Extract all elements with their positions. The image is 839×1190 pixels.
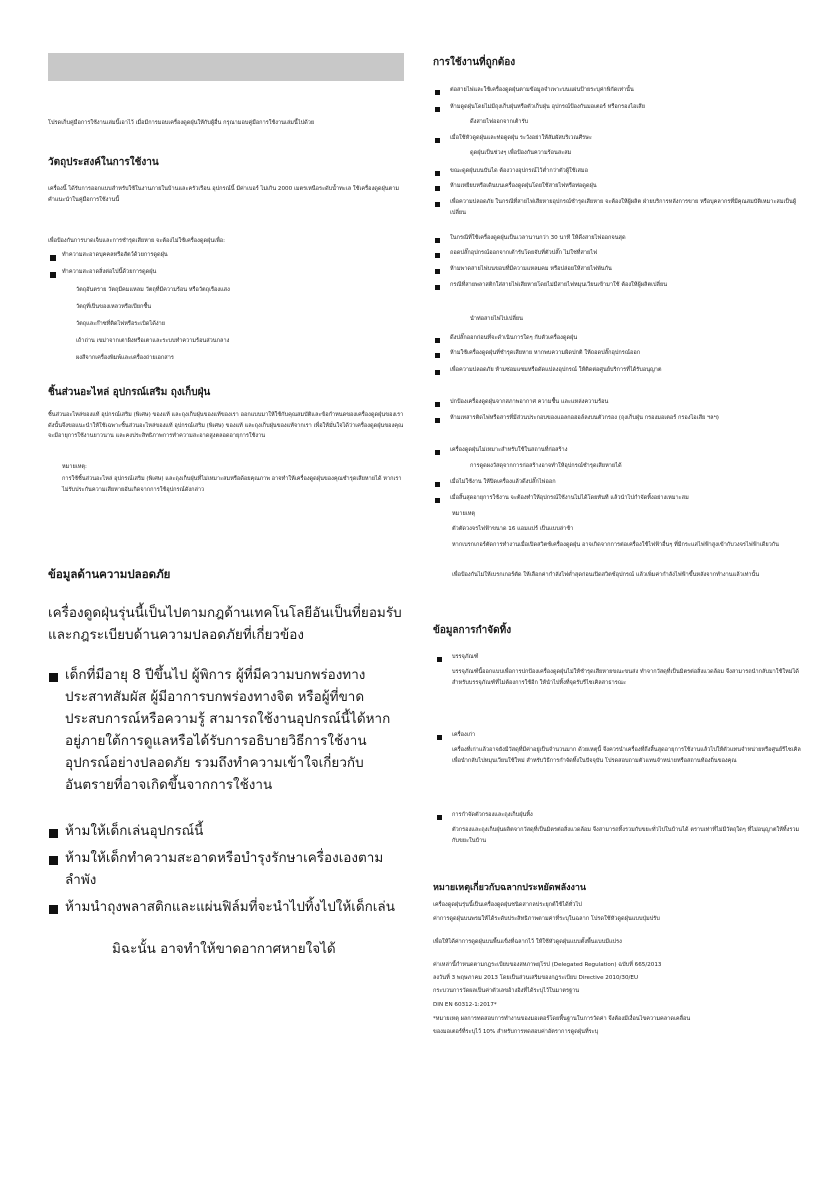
energy-line: เพื่อให้ได้ค่าการดูดฝุ่นบนพื้นแข็งที่ฉลากไว้ ให้ใช้หัวดูดฝุ่นแบบตั้งพื้นแบบมีแปรง bbox=[433, 939, 622, 945]
use-item: ขณะดูดฝุ่นบนบันได ต้องวางอุปกรณ์ไว้ต่ำกว่าตัวผู้ใช้เสมอ bbox=[450, 168, 588, 174]
use-note-line: หากเบรกเกอร์ตัดการทำงานเมื่อเปิดสวิตช์เครื่องดูดฝุ่น อาจเกิดจากการต่อเครื่องใช้ไฟฟ้าอื่นๆ ที่มีกระแสไฟฟ้าสูงเข้ากับวงจรไฟฟ้าเดียวกัน bbox=[452, 542, 779, 548]
header-bar bbox=[48, 53, 404, 81]
use-note-label: หมายเหตุ bbox=[452, 511, 476, 517]
bullet bbox=[50, 272, 56, 278]
purpose-heading: วัตถุประสงค์ในการใช้งาน bbox=[48, 157, 159, 168]
bullet bbox=[49, 856, 58, 865]
use-item: ห้ามเทสารติดไฟหรือสารที่มีส่วนประกอบของแอลกอฮอล์ลงบนตัวกรอง (ถุงเก็บฝุ่น กรองมอเตอร์ กรองไอเสีย ฯลฯ) bbox=[450, 415, 719, 421]
use-note-line: ตัวตัดวงจรไฟฟ้าขนาด 16 แอมแปร์ เป็นแบบล่าช้า bbox=[452, 526, 574, 532]
bullet bbox=[49, 673, 58, 682]
disposal-heading: ข้อมูลการกำจัดทิ้ง bbox=[433, 625, 512, 636]
use-sub: ดูดฝุ่นเป็นช่วงๆ เพื่อป้องกันความร้อนสะสม bbox=[470, 150, 572, 156]
disposal-text: ตัวกรองและถุงเก็บฝุ่นผลิตจากวัสดุที่เป็นมิตรต่อสิ่งแวดล้อม จึงสามารถทิ้งรวมกับขยะทั่วไปในบ้านได้ ตราบเท่าที่ไม่มีวัตถุใดๆ ที่ไม่อนุญาตให้ทิ้งรวมกับขยะในบ้าน bbox=[452, 827, 800, 844]
bullet bbox=[435, 269, 440, 274]
bullet bbox=[49, 905, 58, 914]
use-item: เมื่อใช้หัวดูดฝุ่นและท่อดูดฝุ่น ระวังอย่าให้สัมผัสบริเวณศีรษะ bbox=[450, 135, 592, 141]
bullet bbox=[50, 255, 56, 261]
intro-text: โปรดเก็บคู่มือการใช้งานเล่มนี้เอาไว้ เมื่อมีการมอบเครื่องดูดฝุ่นให้กับผู้อื่น กรุณามอบคู่มือการใช้งานเล่มนี้ไปด้วย bbox=[48, 120, 315, 126]
bullet bbox=[437, 815, 442, 820]
bullet bbox=[435, 186, 440, 191]
safety-item: ห้ามให้เด็กเล่นอุปกรณ์นี้ bbox=[65, 823, 204, 839]
energy-line: เครื่องดูดฝุ่นรุ่นนี้เป็นเครื่องดูดฝุ่นชนิดสากลประยุกต์ใช้ได้ทั่วไป bbox=[433, 902, 582, 908]
avoid-sub: ผงสีจากเครื่องพิมพ์และเครื่องถ่ายเอกสาร bbox=[76, 355, 174, 361]
bullet bbox=[435, 202, 440, 207]
avoid-intro: เพื่อป้องกันการบาดเจ็บและการชำรุดเสียหาย จะต้องไม่ใช้เครื่องดูดฝุ่นเพื่อ: bbox=[48, 238, 226, 244]
bullet bbox=[435, 138, 440, 143]
avoid-sub: วัตถุอันตราย วัตถุมีคมแหลม วัตถุที่มีความร้อน หรือวัตถุเรืองแสง bbox=[76, 287, 230, 293]
use-item: เพื่อความปลอดภัย ห้ามซ่อมแซมหรือดัดแปลงอุปกรณ์ ให้ติดต่อศูนย์บริการที่ได้รับอนุญาต bbox=[450, 367, 662, 373]
use-sub: การดูดผงวัสดุจากการก่อสร้างอาจทำให้อุปกรณ์ชำรุดเสียหายได้ bbox=[470, 463, 622, 469]
energy-line: ค่าการดูดฝุ่นบนพรมให้ได้ระดับประสิทธิภาพตามค่าที่ระบุในฉลาก โปรดใช้หัวดูดฝุ่นแบบปุ่มปรับ bbox=[433, 916, 660, 922]
use-item: ห้ามใช้เครื่องดูดฝุ่นที่ชำรุดเสียหาย หากพบความผิดปกติ ให้ถอดปลั๊กอุปกรณ์ออก bbox=[450, 350, 641, 356]
use-item: เพื่อความปลอดภัย ในกรณีที่สายไฟเสียหายอุปกรณ์ชำรุดเสียหาย จะต้องให้ผู้ผลิต ฝ่ายบริการหลังการขาย หรือบุคลากรที่มีคุณสมบัติเหมาะสมเป็นผู้เปลี่ยน bbox=[450, 199, 797, 216]
safety-item: ห้ามให้เด็กทำความสะอาดหรือบำรุงรักษาเครื่องเองตามลำพัง bbox=[65, 850, 384, 888]
parts-note-text: การใช้ชิ้นส่วนอะไหล่ อุปกรณ์เสริม (พิเศษ) และถุงเก็บฝุ่นที่ไม่เหมาะสมหรือด้อยคุณภาพ อาจทำให้เครื่องดูดฝุ่นของคุณชำรุดเสียหายได้ หากเราไม่รับประกันความเสียหายอันเกิดจากการใช้อุปกรณ์ดังกล่าว bbox=[62, 476, 402, 493]
bullet bbox=[435, 107, 440, 112]
bullet bbox=[435, 370, 440, 375]
avoid-sub: วัตถุที่เป็นของเหลวหรือเปียกชื้น bbox=[76, 304, 152, 310]
use-sub: นำท่อสายไฟไปเปลี่ยน bbox=[470, 316, 523, 322]
disposal-title: เครื่องเก่า bbox=[452, 732, 476, 738]
bullet bbox=[435, 285, 440, 290]
energy-line: ของมอเตอร์ที่ระบุไว้ 10% สำหรับการทดสอบค่าอัตราการดูดฝุ่นที่ระบุ bbox=[433, 1029, 599, 1035]
avoid-sub: วัตถุและก๊าซที่ติดไฟหรือระเบิดได้ง่าย bbox=[76, 321, 166, 327]
bullet bbox=[435, 338, 440, 343]
bullet bbox=[435, 498, 440, 503]
avoid-item: ทำความสะอาดบุคคลหรือสัตว์ด้วยการดูดฝุ่น bbox=[62, 252, 168, 258]
disposal-title: การกำจัดตัวกรองและถุงเก็บฝุ่นทิ้ง bbox=[452, 812, 533, 818]
parts-heading: ชิ้นส่วนอะไหล่ อุปกรณ์เสริม ถุงเก็บฝุ่น bbox=[48, 387, 211, 398]
safety-item: เด็กที่มีอายุ 8 ปีขึ้นไป ผู้พิการ ผู้ที่มีความบกพร่องทางประสาทสัมผัส ผู้มีอาการบกพร่องทางจิต หรือผู้ที่ขาดประสบการณ์หรือความรู้ สามารถใช้งานอุปกรณ์นี้ได้หากอยู่ภายใต้การดูแลหรือได้รับการอธิบายวิธีการใช้งานอุปกรณ์อย่างปลอดภัย รวมถึงทำความเข้าใจเกี่ยวกับอันตรายที่อาจเกิดขึ้นจากการใช้งาน bbox=[65, 667, 391, 793]
bullet bbox=[49, 829, 58, 838]
use-item: ดึงปลั๊กออกก่อนที่จะดำเนินการใดๆ กับตัวเครื่องดูดฝุ่น bbox=[450, 335, 578, 341]
use-item: ห้ามพาดสายไฟบนขอบที่มีความแหลมคม หรือปล่อยให้สายไฟพันกัน bbox=[450, 266, 612, 272]
parts-text: ชิ้นส่วนอะไหล่ของแท้ อุปกรณ์เสริม (พิเศษ) ของแท้ และถุงเก็บฝุ่นของแท้ของเรา ออกแบบมาให้ใช้กับคุณสมบัติและข้อกำหนดของเครื่องดูดฝุ่นของเรา ดังนั้นจึงขอแนะนำให้ใช้เฉพาะชิ้นส่วนอะไหล่ของแท้ อุปกรณ์เสริม (พิเศษ) ของแท้ และถุงเก็บฝุ่นของแท้จากเรา เพื่อให้มั่นใจได้ว่าเครื่องดูดฝุ่นของคุณจะมีอายุการใช้งานยาวนาน และคงประสิทธิภาพการทำความสะอาดสูงตลอดอายุการใช้งาน bbox=[48, 412, 404, 439]
use-sub: ดึงสายไฟออกจากเต้ารับ bbox=[470, 119, 529, 125]
avoid-item: ทำความสะอาดสิ่งต่อไปนี้ด้วยการดูดฝุ่น bbox=[62, 269, 157, 275]
energy-heading: หมายเหตุเกี่ยวกับฉลากประหยัดพลังงาน bbox=[433, 883, 587, 893]
energy-line: ค่าเหล่านี้กำหนดตามกฎระเบียบของสหภาพยุโรป (Delegated Regulation) ฉบับที่ 665/2013 bbox=[433, 962, 662, 968]
use-item: ห้ามเหยียบหรือเดินบนเครื่องดูดฝุ่นโดยใช้สายไฟหรือท่อดูดฝุ่น bbox=[450, 183, 597, 189]
bullet bbox=[435, 482, 440, 487]
safety-intro: เครื่องดูดฝุ่นรุ่นนี้เป็นไปตามกฎด้านเทคโนโลยีอันเป็นที่ยอมรับและกฎระเบียบด้านความปลอดภัยที่เกี่ยวข้อง bbox=[48, 605, 402, 643]
use-item: ในกรณีที่ใช้เครื่องดูดฝุ่นเป็นเวลานานกว่า 30 นาที ให้ดึงสายไฟออกจนสุด bbox=[450, 235, 626, 241]
energy-line: กระบวนการวัดผลเป็นค่าตัวเลขอ้างอิงที่ได้ระบุไว้ในมาตรฐาน bbox=[433, 988, 580, 994]
disposal-text: เครื่องที่เก่าแล้วอาจยังมีวัสดุที่มีค่าอยู่เป็นจำนวนมาก ด้วยเหตุนี้ จึงควรนำเครื่องที่ถึงสิ้นสุดอายุการใช้งานแล้วไปให้ตัวแทนจำหน่ายหรือศูนย์รีไซเคิล เพื่อนำกลับไปหมุนเวียนใช้ใหม่ สำหรับวิธีการกำจัดทิ้งในปัจจุบัน โปรดสอบถามตัวแทนจำหน่ายหรือสถานท้องถิ่นของคุณ bbox=[452, 747, 801, 764]
bullet bbox=[435, 253, 440, 258]
use-item: ห้ามดูดฝุ่นโดยไม่มีถุงเก็บฝุ่นหรือตัวเก็บฝุ่น อุปกรณ์ป้องกันมอเตอร์ หรือกรองไอเสีย bbox=[450, 104, 645, 110]
energy-line: ลงวันที่ 3 พฤษภาคม 2013 โดยเป็นส่วนเสริมของกฎระเบียบ Directive 2010/30/EU bbox=[433, 975, 639, 981]
parts-note-label: หมายเหตุ: bbox=[62, 464, 87, 470]
safety-tail: มิฉะนั้น อาจทำให้ขาดอากาศหายใจได้ bbox=[112, 941, 336, 957]
bullet bbox=[435, 238, 440, 243]
disposal-text: บรรจุภัณฑ์นี้ออกแบบเพื่อการปกป้องเครื่องดูดฝุ่นไม่ให้ชำรุดเสียหายขณะขนส่ง ทำจากวัสดุที่เป็นมิตรต่อสิ่งแวดล้อม จึงสามารถนำกลับมาใช้ใหม่ได้ สำหรับบรรจุภัณฑ์ที่ไม่ต้องการใช้อีก ให้นำไปทิ้งที่จุดรับรีไซเคิลสาธารณะ bbox=[452, 669, 799, 686]
use-item: เครื่องดูดฝุ่นไม่เหมาะสำหรับใช้ในสถานที่ก่อสร้าง bbox=[450, 447, 568, 453]
use-item: ต่อสายไฟและใช้เครื่องดูดฝุ่นตามข้อมูลจำเพาะบนแผ่นป้ายระบุค่าพิกัดเท่านั้น bbox=[450, 87, 634, 93]
bullet bbox=[435, 450, 440, 455]
bullet bbox=[435, 353, 440, 358]
bullet bbox=[437, 657, 442, 662]
energy-line: DIN EN 60312-1:2017* bbox=[433, 1002, 497, 1008]
use-item: เมื่อไม่ใช้งาน ให้ปิดเครื่องแล้วดึงปลั๊กไฟออก bbox=[450, 479, 556, 485]
safety-heading: ข้อมูลด้านความปลอดภัย bbox=[48, 567, 171, 581]
bullet bbox=[435, 171, 440, 176]
use-item: ถอดปลั๊กอุปกรณ์ออกจากเต้ารับโดยจับที่ตัวปลั๊ก ไม่ใช่ที่สายไฟ bbox=[450, 250, 598, 256]
avoid-sub: เถ้าถ่าน เขม่าจากเตาผิงหรือเตาและระบบทำความร้อนส่วนกลาง bbox=[76, 338, 230, 344]
use-item: กรณีที่สายพลาสติกใส่สายไฟเสียหายโดยไม่มีสายไฟหมุนเวียนเข้ามาใช้ ต้องให้ผู้ผลิตเปลี่ยน bbox=[450, 282, 668, 288]
use-item: ปกป้องเครื่องดูดฝุ่นจากสภาพอากาศ ความชื้น และแหล่งความร้อน bbox=[450, 399, 609, 405]
use-heading: การใช้งานที่ถูกต้อง bbox=[433, 57, 516, 68]
energy-line: *หมายเหตุ ผลการทดสอบการทำงานของมอเตอร์โดยพื้นฐานในการวัดค่า จึงต้องมีเงื่อนไขความคลาดเคลื่อน bbox=[433, 1016, 691, 1022]
use-item: เมื่อสิ้นสุดอายุการใช้งาน จะต้องทำให้อุปกรณ์ใช้งานไม่ได้โดยทันที แล้วนำไปกำจัดทิ้งอย่างเหมาะสม bbox=[450, 495, 689, 501]
use-note-line: เพื่อป้องกันไม่ให้เบรกเกอร์ตัด ให้เลือกค่ากำลังไฟต่ำสุดก่อนเปิดสวิตช์อุปกรณ์ แล้วเพิ่มค่ากำลังไฟฟ้าขึ้นหลังจากทำงานแล้วเท่านั้น bbox=[452, 572, 760, 578]
bullet bbox=[437, 735, 442, 740]
safety-item: ห้ามนำถุงพลาสติกและแผ่นฟิล์มที่จะนำไปทิ้งไปให้เด็กเล่น bbox=[65, 899, 395, 915]
disposal-title: บรรจุภัณฑ์ bbox=[452, 654, 479, 660]
bullet bbox=[435, 418, 440, 423]
purpose-text: เครื่องนี้ ได้รับการออกแบบสำหรับใช้ในงานภายในบ้านและครัวเรือน อุปกรณ์นี้ มีค่าเบอร์ ไม่เกิน 2000 เมตรเหนือระดับน้ำทะเล ใช้เครื่องดูดฝุ่นตามคำแนะนำในคู่มือการใช้งานนี้ bbox=[48, 186, 400, 203]
bullet bbox=[435, 402, 440, 407]
bullet bbox=[435, 90, 440, 95]
